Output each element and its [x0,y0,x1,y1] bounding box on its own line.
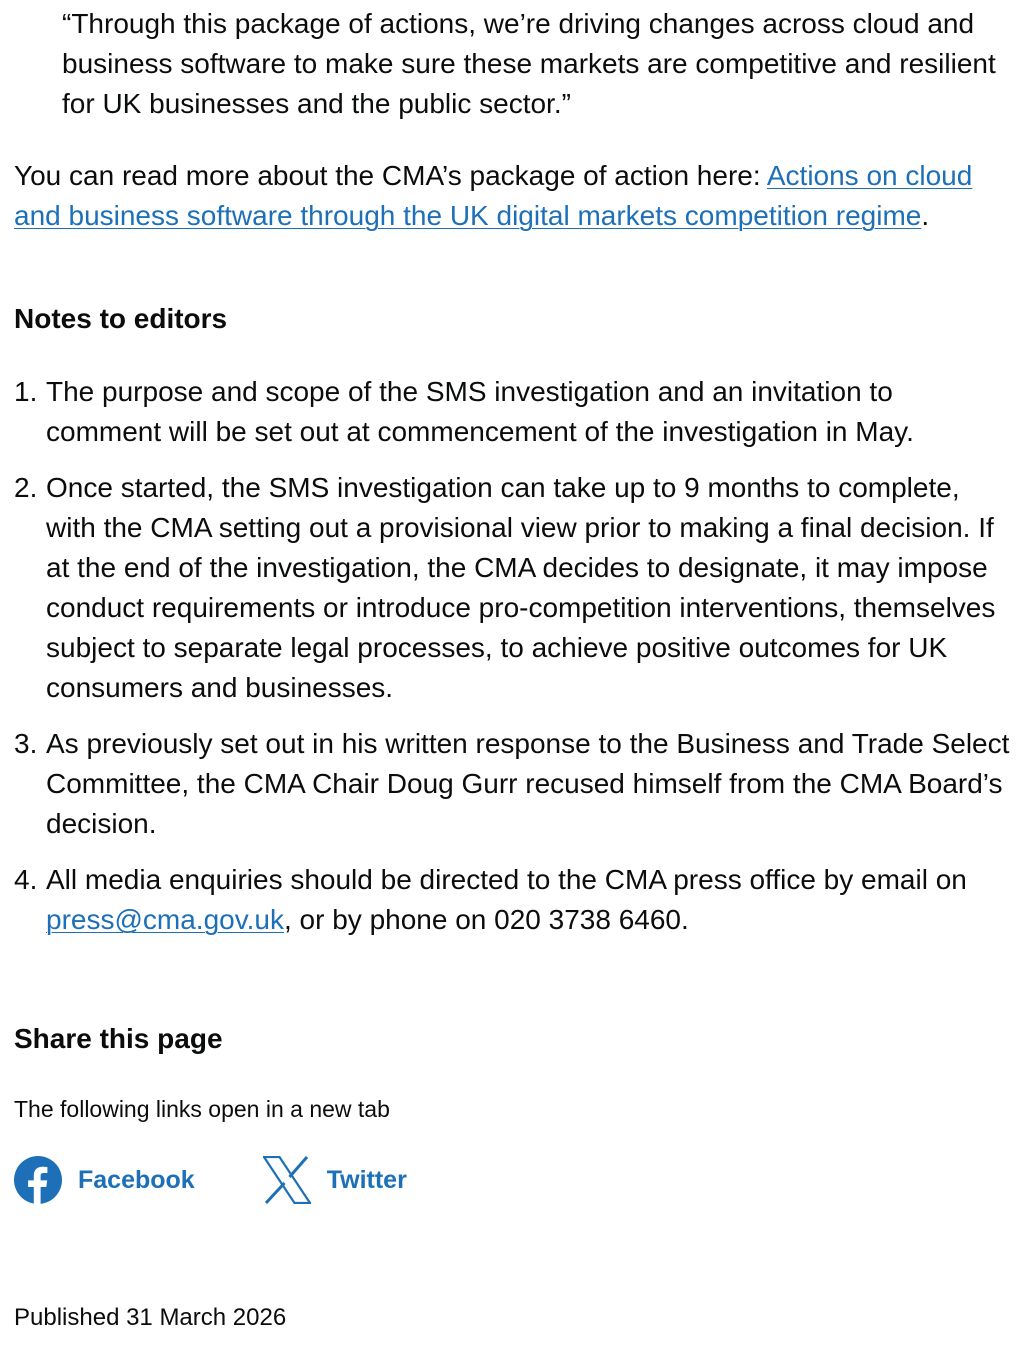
list-item [14,468,1014,708]
list-item-number: 3. [14,728,38,759]
facebook-icon [14,1156,62,1204]
intro-period: . [921,200,930,231]
twitter-label: Twitter [326,1165,407,1194]
share-note: The following links open in a new tab [14,1096,390,1122]
quote-paragraph: “Through this package of actions, we’re driving changes across cloud and business software to make sure these markets are competitive and resilient for UK businesses and the public sector.” [62,8,996,119]
intro-text: You can read more about the CMA’s package of action here: [14,160,767,191]
cloud-actions-link[interactable]: Actions on cloud and business software through the UK digital markets competition regime [14,160,973,231]
list-item [14,860,1014,940]
list-item-text: As previously set out in his written response to the Business and Trade Select Committee, the CMA Chair Doug Gurr recused himself from the CMA Board’s decision. [46,728,1010,839]
list-item-text [46,864,967,935]
list-item [14,372,1014,452]
x-twitter-icon [263,1156,311,1204]
twitter-share-link[interactable] [263,1156,407,1204]
list-item-text: The purpose and scope of the SMS investigation and an invitation to comment will be set out at commencement of the investigation in May. [46,376,914,447]
list-item [14,724,1014,844]
media-text: All media enquiries should be directed to the CMA press office by email on [46,864,967,895]
list-item-number: 1. [14,376,38,407]
list-item-number: 4. [14,864,38,895]
share-links [14,1156,475,1204]
press-email-link[interactable]: press@cma.gov.uk [46,904,284,935]
published-date: Published 31 March 2026 [14,1304,287,1331]
facebook-label: Facebook [78,1165,195,1194]
share-heading: Share this page [14,1023,223,1054]
list-item-text: Once started, the SMS investigation can take up to 9 months to complete, with the CMA setting out a provisional view prior to making a final decision. If at the end of the investigation, the CMA decides to designate, it may impose conduct requirements or introduce pro-competition interventions, themselves subject to separate legal processes, to achieve positive outcomes for UK consumers and businesses. [46,472,996,703]
intro-paragraph [14,156,1014,236]
list-item-number: 2. [14,472,38,503]
phone-text: , or by phone on 020 3738 6460. [284,904,689,935]
facebook-share-link[interactable] [14,1156,195,1204]
notes-list [14,372,1014,956]
notes-heading: Notes to editors [14,303,228,334]
